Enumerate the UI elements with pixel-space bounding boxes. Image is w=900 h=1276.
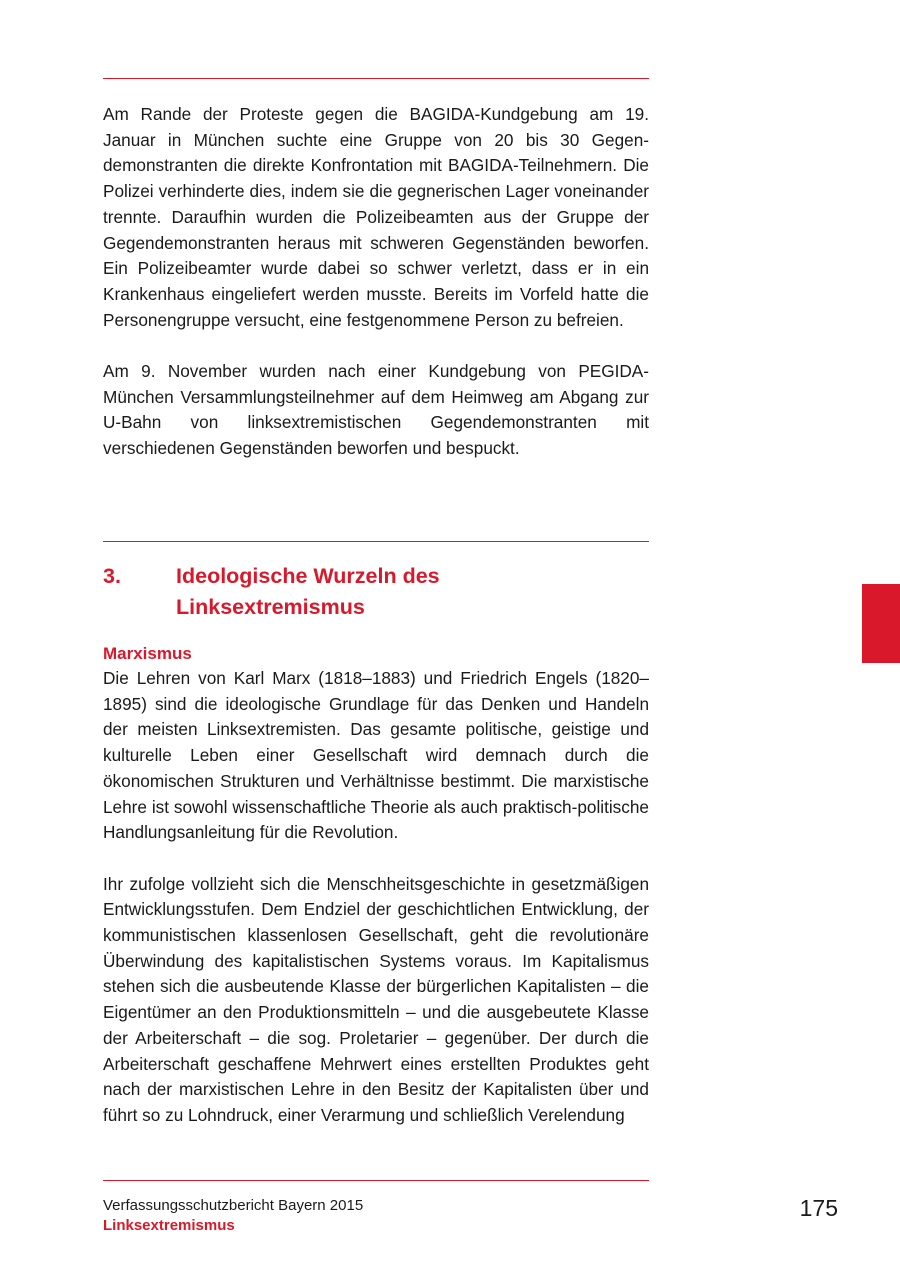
section-number: 3. <box>103 564 121 588</box>
paragraph-history: Ihr zufolge vollzieht sich die Menschheitsgeschichte in gesetzmäßigen Entwicklungsstufen. Dem Endziel der geschichtlichen Entwicklung, der kommunistischen klassenlosen Gesellschaft, geht die revolutionäre Überwindung des kapitalistischen Systems voraus. Im Kapitalismus stehen sich die ausbeutende Klasse der bürgerlichen Kapitalisten – die Eigentümer an den Produktionsmitteln – und die ausgebeutete Klasse der Arbeiterschaft – die sog. Proletarier – gegenüber. Der durch die Arbeiterschaft geschaffene Mehrwert eines erstellten Produktes geht nach der marxistischen Lehre in den Besitz der Kapitalisten über und führt so zu Lohndruck, einer Verarmung und schließlich Verelendung <box>103 873 649 1125</box>
top-text <box>103 102 649 462</box>
marxism-heading: Marxismus <box>103 644 192 663</box>
top-rule <box>103 78 649 79</box>
marxism-text <box>103 666 649 1129</box>
footer-report-title: Verfassungsschutzbericht Bayern 2015 <box>103 1197 364 1214</box>
chapter-tab-marker <box>862 584 900 663</box>
section-title: Ideologische Wurzeln des Linksextremismus <box>176 564 440 619</box>
footer-section-name: Linksextremismus <box>103 1217 235 1234</box>
paragraph-bagida: Am Rande der Proteste gegen die BAGIDA-Kundgebung am 19. Januar in München suchte eine Gruppe von 20 bis 30 Gegendemonstranten die direkte Konfrontation mit BAGIDA-Teilnehmern. Die Polizei verhinderte dies, indem sie die gegnerischen Lager voneinander trennte. Daraufhin wurden die Polizeibeamten aus der Gruppe der Gegendemonstranten heraus mit schweren Gegenständen beworfen. Ein Polizeibeamter wurde dabei so schwer verletzt, dass er in ein Krankenhaus eingeliefert werden musste. Bereits im Vorfeld hatte die Personengruppe versucht, eine festgenommene Person zu befreien. <box>103 104 649 330</box>
section-heading <box>103 561 649 623</box>
page-number: 175 <box>799 1195 838 1221</box>
section-rule <box>103 541 649 542</box>
paragraph-pegida: Am 9. November wurden nach einer Kundgebung von PEGIDA-München Versammlungsteilnehmer auf dem Heimweg am Abgang zur U-Bahn von linksextremistischen Gegendemonstranten mit verschiedenen Gegenständen beworfen und bespuckt. <box>103 361 649 459</box>
footer-rule <box>103 1180 649 1181</box>
paragraph-marx-engels: Die Lehren von Karl Marx (1818–1883) und Friedrich Engels (1820–1895) sind die ideologische Grundlage für das Denken und Handeln der meisten Linksextremisten. Das gesamte politische, geistige und kulturelle Leben einer Gesellschaft wird demnach durch die ökonomischen Strukturen und Verhältnisse bestimmt. Die marxistische Lehre ist sowohl wissenschaftliche Theorie als auch praktisch-politische Handlungsanleitung für die Revolution. <box>103 668 649 843</box>
